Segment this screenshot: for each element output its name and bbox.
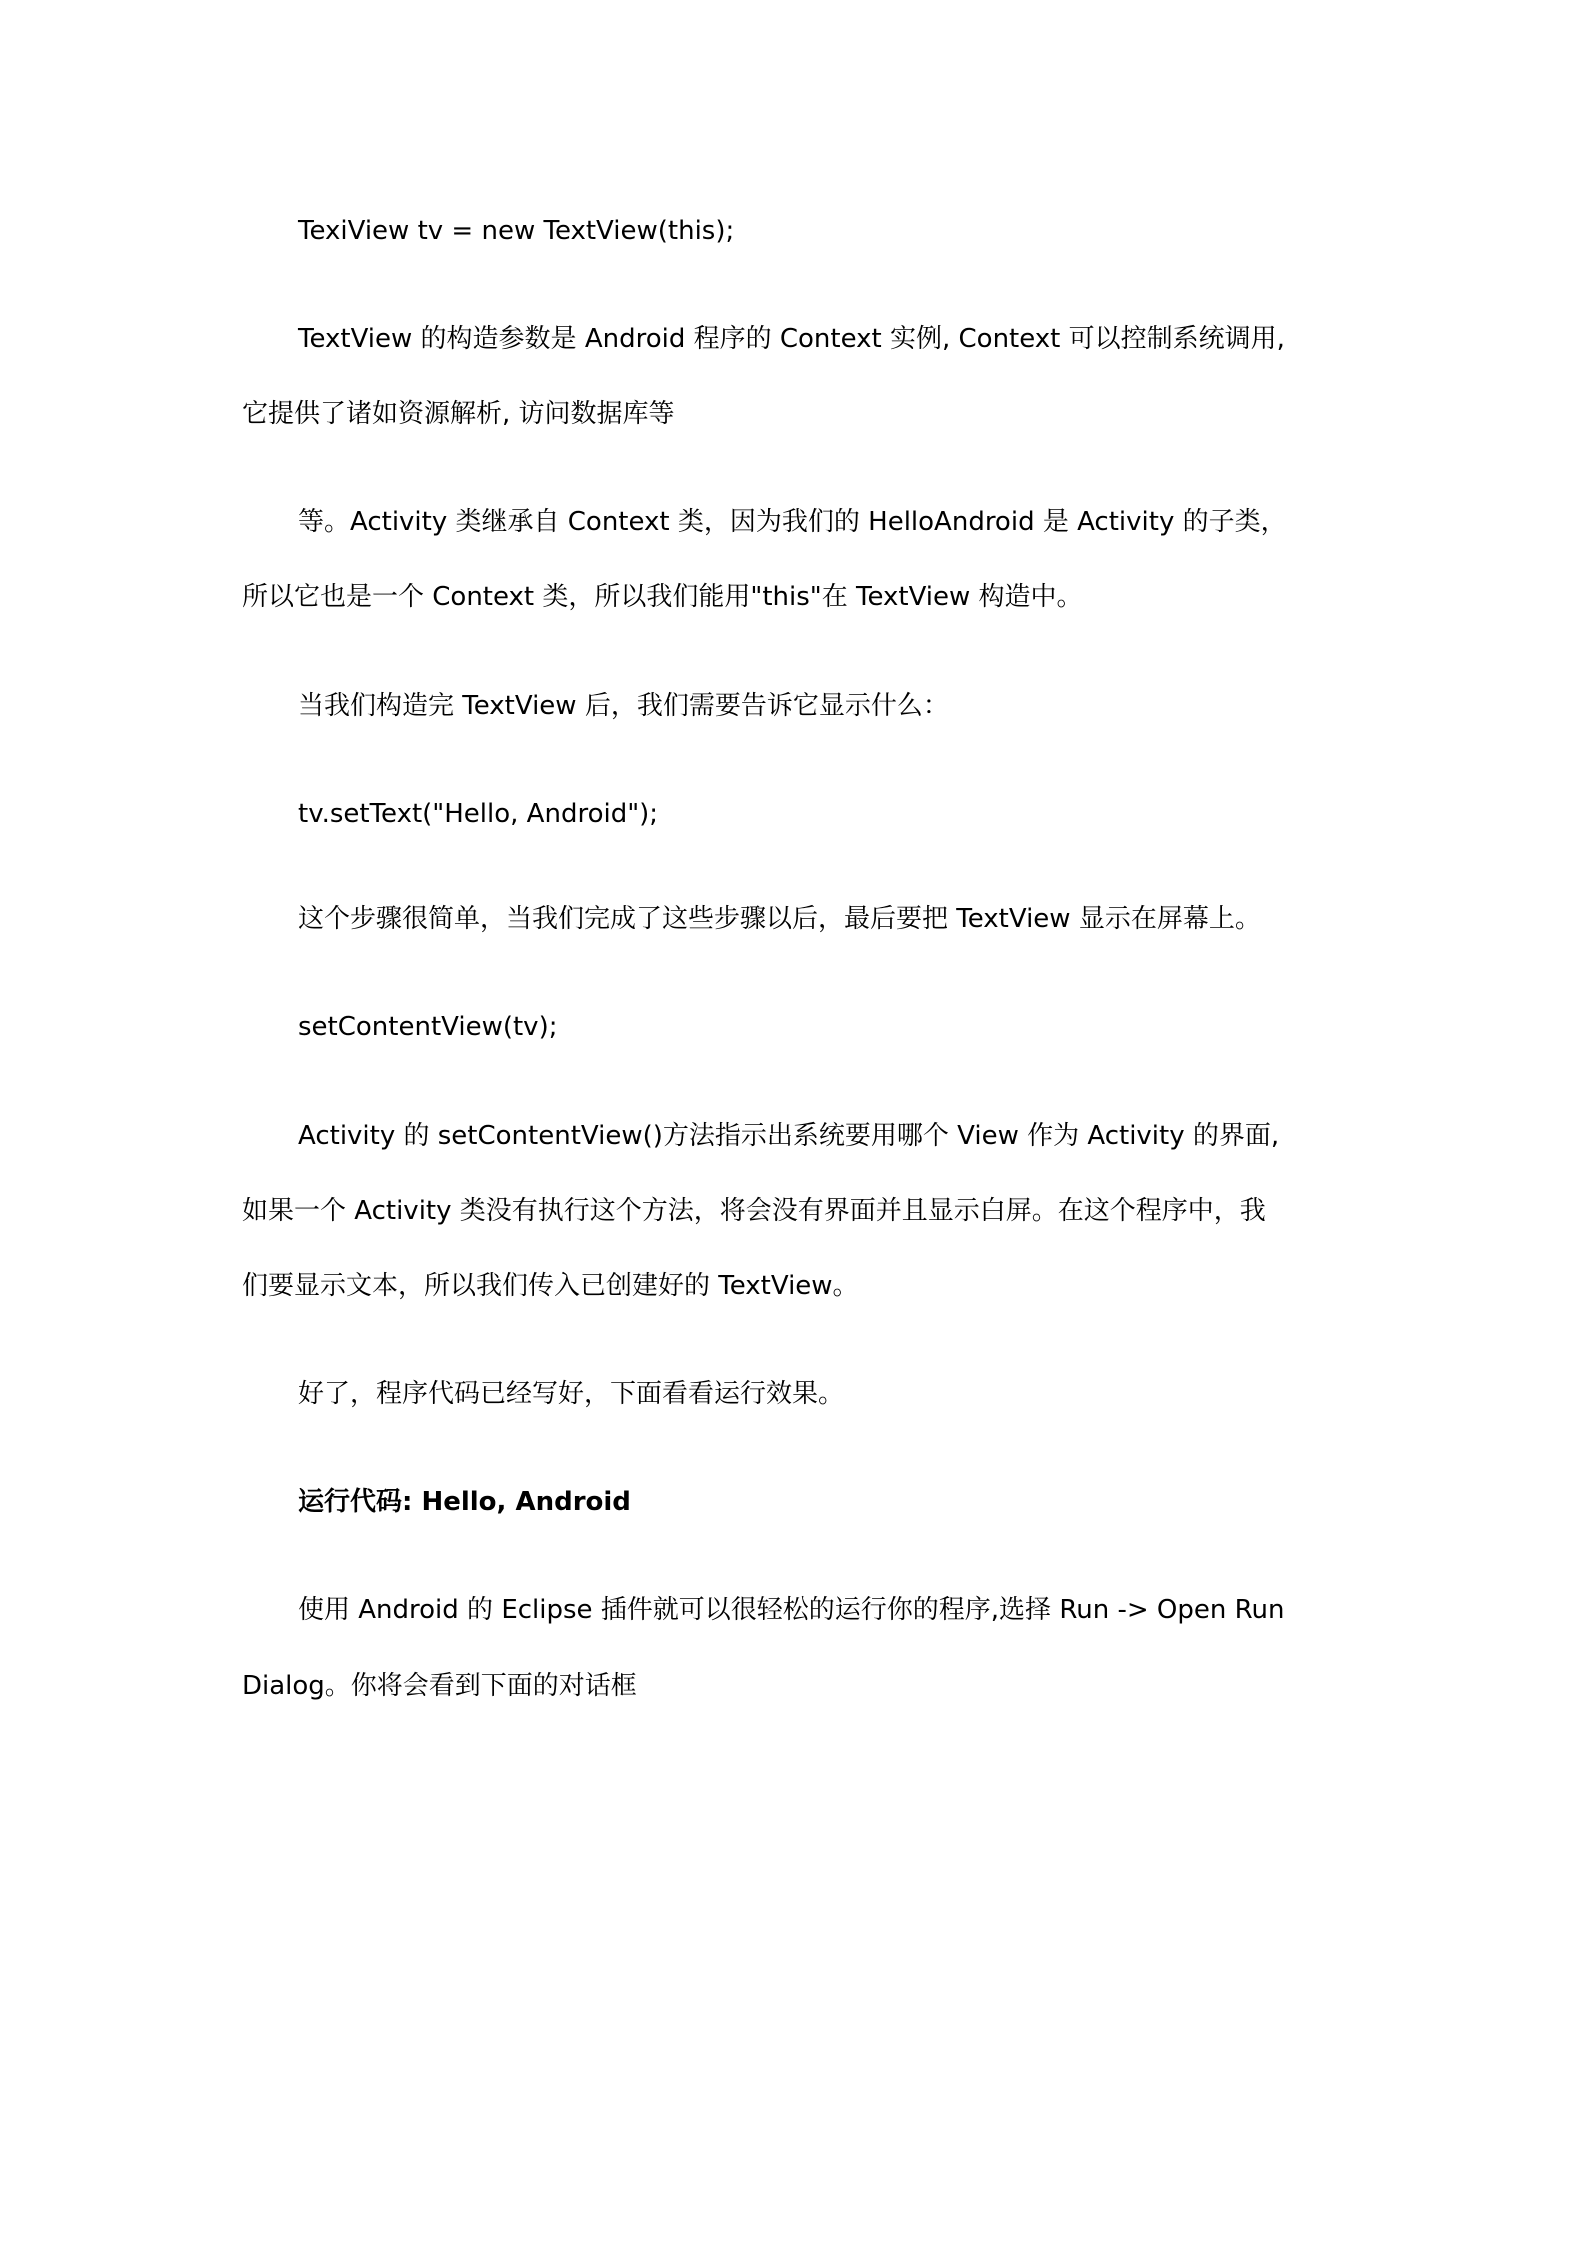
paragraph-line: 如果一个 Activity 类没有执行这个方法，将会没有界面并且显示白屏。在这个程序中，我 [242, 1196, 1266, 1226]
paragraph-line: 使用 Android 的 Eclipse 插件就可以很轻松的运行你的程序,选择 Run -> Open Run [298, 1595, 1285, 1625]
code-line-textview-constructor: TexiView tv = new TextView(this); [298, 216, 735, 246]
paragraph-line: 等。Activity 类继承自 Context 类，因为我们的 HelloAndroid 是 Activity 的子类， [298, 507, 1287, 537]
section-heading: 运行代码: Hello, Android [298, 1487, 631, 1517]
code-line-settext: tv.setText("Hello, Android"); [298, 799, 659, 829]
paragraph-line: TextView 的构造参数是 Android 程序的 Context 实例, Context 可以控制系统调用, [298, 324, 1285, 354]
paragraph-line: 所以它也是一个 Context 类，所以我们能用"this"在 TextView 构造中。 [242, 582, 1083, 612]
code-line-setcontentview: setContentView(tv); [298, 1012, 558, 1042]
paragraph-line: 这个步骤很简单，当我们完成了这些步骤以后，最后要把 TextView 显示在屏幕上。 [298, 904, 1261, 934]
paragraph-line: 好了，程序代码已经写好，下面看看运行效果。 [298, 1379, 845, 1409]
paragraph-line: 们要显示文本，所以我们传入已创建好的 TextView。 [242, 1271, 859, 1301]
paragraph-line: Activity 的 setContentView()方法指示出系统要用哪个 View 作为 Activity 的界面, [298, 1121, 1280, 1151]
paragraph-line: 当我们构造完 TextView 后，我们需要告诉它显示什么： [298, 691, 949, 721]
paragraph-line: Dialog。你将会看到下面的对话框 [242, 1671, 637, 1701]
paragraph-line: 它提供了诸如资源解析, 访问数据库等 [242, 399, 675, 429]
